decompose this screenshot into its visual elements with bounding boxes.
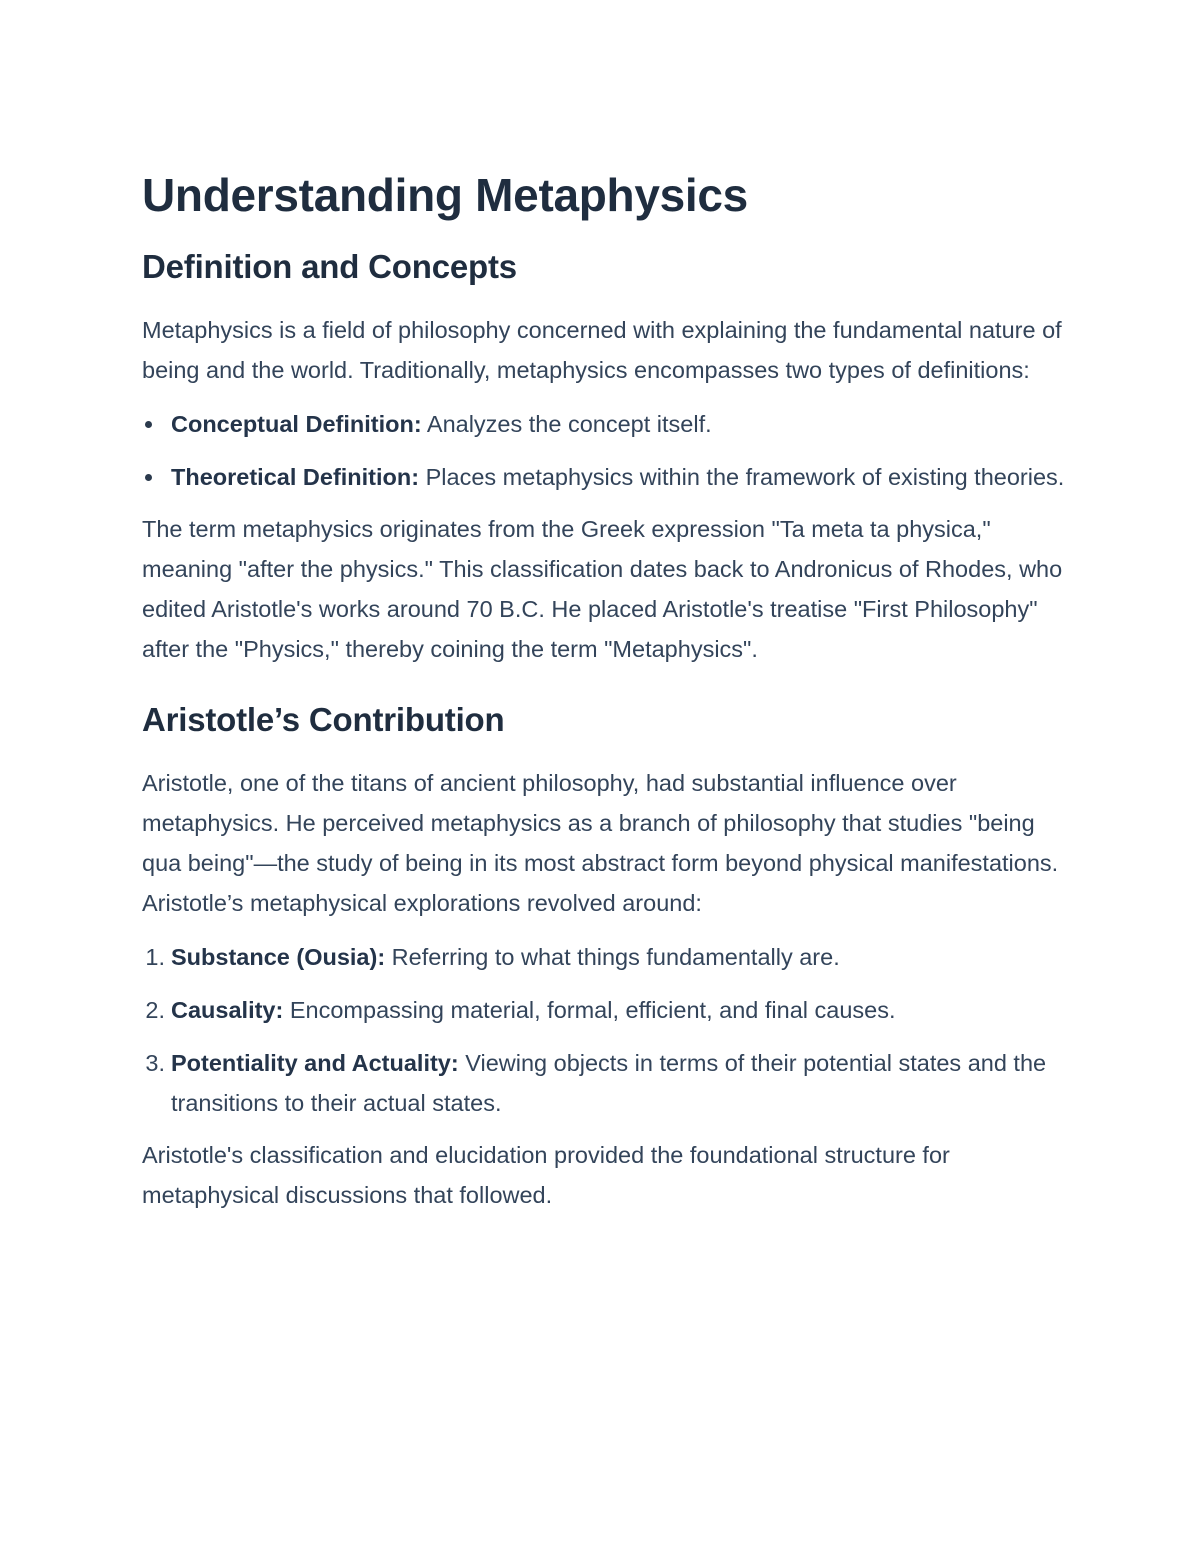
aristotle-intro-paragraph: Aristotle, one of the titans of ancient philosophy, had substantial influence over metaphysics. He perceived metaphysics as a branch of philosophy that studies "being qua being"—the study of being in its most abstract form beyond physical manifestations. Aristotle’s metaphysical explorations revolved around:: [142, 770, 1059, 916]
bullet-icon: [145, 474, 152, 481]
list-item: [142, 457, 1072, 497]
section-heading-aristotle: Aristotle’s Contribution: [142, 701, 505, 738]
etymology-paragraph: The term metaphysics originates from the Greek expression "Ta meta ta physica," meaning "after the physics." This classification dates back to Andronicus of Rhodes, who edited Aristotle's works around 70 B.C. He placed Aristotle's treatise "First Philosophy" after the "Physics," thereby coining the term "Metaphysics".: [142, 516, 1063, 662]
document-page: [142, 166, 1072, 1215]
list-item-term: Theoretical Definition:: [171, 464, 420, 490]
list-number: 1.: [145, 944, 165, 970]
list-item-text: Encompassing material, formal, efficient, and final causes.: [283, 997, 896, 1023]
list-item: [142, 990, 1072, 1030]
list-item-term: Conceptual Definition:: [171, 411, 422, 437]
list-item-term: Potentiality and Actuality:: [171, 1050, 459, 1076]
definition-intro-paragraph: Metaphysics is a field of philosophy concerned with explaining the fundamental nature of being and the world. Traditionally, metaphysics encompasses two types of definitions:: [142, 317, 1062, 383]
list-number: 3.: [145, 1050, 165, 1076]
list-item: [142, 937, 1072, 977]
list-item-term: Substance (Ousia):: [171, 944, 386, 970]
list-item: [142, 404, 1072, 444]
section-heading-definition: Definition and Concepts: [142, 248, 517, 285]
definition-types-list: [142, 404, 1072, 497]
aristotle-topics-list: [142, 937, 1072, 1123]
list-item-text: Places metaphysics within the framework of existing theories.: [419, 464, 1065, 490]
bullet-icon: [145, 421, 152, 428]
page-title: Understanding Metaphysics: [142, 169, 748, 221]
list-number: 2.: [145, 997, 165, 1023]
list-item-text: Analyzes the concept itself.: [421, 411, 712, 437]
list-item-term: Causality:: [171, 997, 284, 1023]
list-item: [142, 1043, 1072, 1123]
list-item-text: Referring to what things fundamentally are.: [385, 944, 840, 970]
closing-paragraph: Aristotle's classification and elucidation provided the foundational structure for metaphysical discussions that followed.: [142, 1142, 950, 1208]
list-item-text: Viewing objects in terms of their potential states and the transitions to their actual states.: [171, 1050, 1047, 1116]
